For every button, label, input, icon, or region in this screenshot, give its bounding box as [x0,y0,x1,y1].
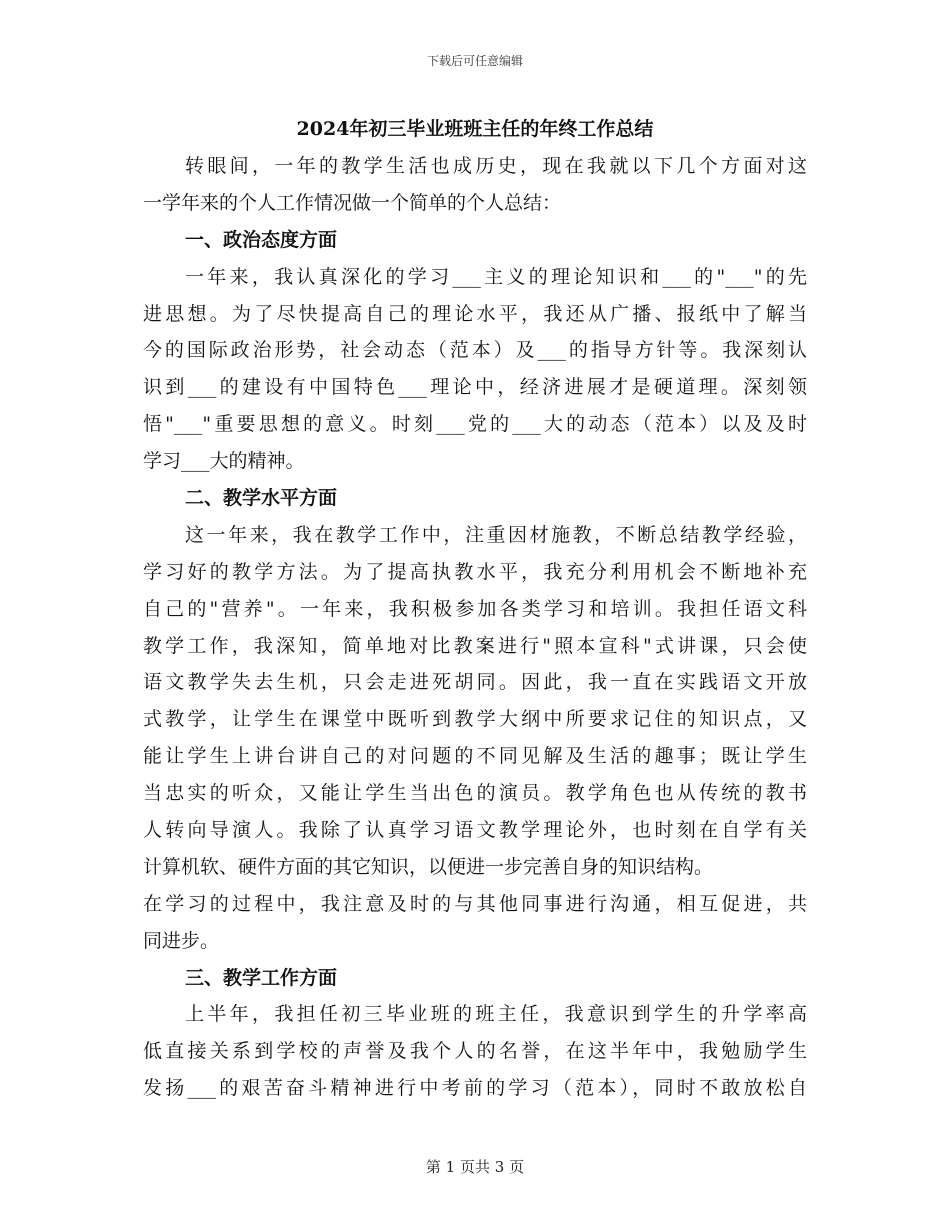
body-text-line: 当忠实的听众，又能让学生当出色的演员。教学角色也从传统的教书 [143,782,807,805]
section-heading: 三、教学工作方面 [185,966,338,989]
body-text-line: 计算机软、硬件方面的其它知识，以便进一步完善自身的知识结构。 [143,855,714,878]
body-text-line: 一学年来的个人工作情况做一个简单的个人总结： [143,191,562,214]
body-text-line: 发扬___的艰苦奋斗精神进行中考前的学习（范本），同时不敢放松自 [143,1077,807,1100]
body-text-line: 语文教学失去生机，只会走进死胡同。因此，我一直在实践语文开放 [143,671,807,694]
page-header-note: 下载后可任意编辑 [426,54,523,68]
body-text-line: 这一年来，我在教学工作中，注重因材施教，不断总结教学经验， [185,523,807,546]
body-text-line: 在学习的过程中，我注意及时的与其他同事进行沟通，相互促进，共 [143,892,807,915]
page-number: 第 1 页共 3 页 [425,1158,525,1176]
body-text-line: 式教学，让学生在课堂中既听到教学大纲中所要求记住的知识点，又 [143,708,807,731]
body-text-line: 一年来，我认真深化的学习___主义的理论知识和___的"___"的先 [185,265,807,288]
body-text-line: 悟"___"重要思想的意义。时刻___党的___大的动态（范本）以及及时 [143,413,807,436]
body-text-line: 人转向导演人。我除了认真学习语文教学理论外，也时刻在自学有关 [143,819,807,842]
document-body [143,148,807,1107]
body-text-line: 识到___的建设有中国特色___理论中，经济进展才是硬道理。深刻领 [143,376,807,399]
body-text-line: 教学工作，我深知，简单地对比教案进行"照本宣科"式讲课，只会使 [143,634,807,657]
body-text-line: 上半年，我担任初三毕业班的班主任，我意识到学生的升学率高 [185,1003,807,1026]
body-text-line: 今的国际政治形势，社会动态（范本）及___的指导方针等。我深刻认 [143,339,807,362]
section-heading: 二、教学水平方面 [185,487,338,510]
body-text-line: 同进步。 [143,929,220,952]
body-text-line: 转眼间，一年的教学生活也成历史，现在我就以下几个方面对这 [185,155,807,177]
body-text-line: 自己的"营养"。一年来，我积极参加各类学习和培训。我担任语文科 [143,597,807,620]
body-text-line: 学习___大的精神。 [143,450,305,473]
body-text-line: 能让学生上讲台讲自己的对问题的不同见解及生活的趣事；既让学生 [143,745,807,768]
body-text-line: 进思想。为了尽快提高自己的理论水平，我还从广播、报纸中了解当 [143,302,807,325]
document-title: 2024年初三毕业班班主任的年终工作总结 [296,118,654,140]
section-heading: 一、政治态度方面 [185,228,338,251]
body-text-line: 学习好的教学方法。为了提高执教水平，我充分利用机会不断地补充 [143,560,807,583]
body-text-line: 低直接关系到学校的声誉及我个人的名誉，在这半年中，我勉励学生 [143,1040,807,1063]
